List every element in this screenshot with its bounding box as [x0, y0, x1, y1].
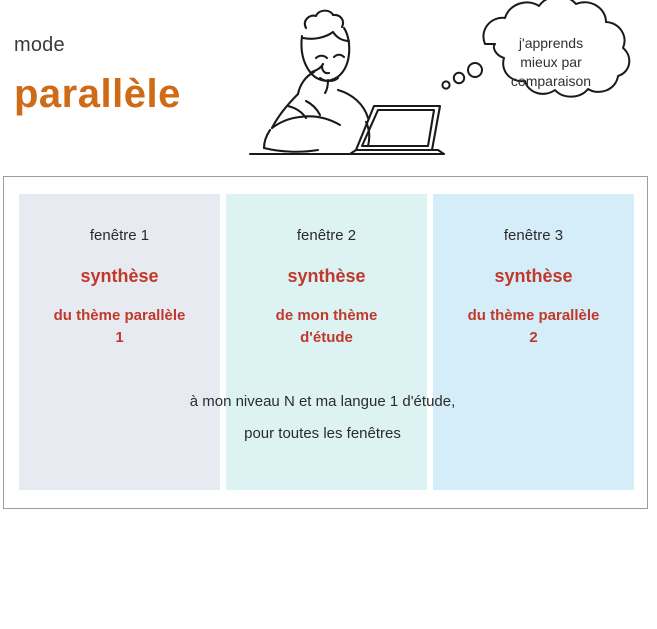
theme-line-3a: du thème parallèle: [467, 307, 600, 324]
person-at-laptop-icon: [210, 2, 450, 177]
window-label-2: fenêtre 2: [296, 227, 357, 244]
theme-line-2b: d'étude: [300, 329, 353, 346]
theme-text-1: [19, 305, 220, 349]
footer-line-1: à mon niveau N et ma langue 1 d'étude,: [189, 393, 456, 410]
theme-line-1b: 1: [115, 329, 124, 346]
thought-line-1: j'apprends: [518, 35, 584, 51]
theme-text-3: [433, 305, 634, 349]
synthesis-label-3: synthèse: [494, 266, 573, 286]
window-label-1: fenêtre 1: [89, 227, 150, 244]
page-title: parallèle: [14, 72, 181, 116]
window-label-3: fenêtre 3: [503, 227, 564, 244]
theme-line-1a: du thème parallèle: [53, 307, 186, 324]
synthesis-label-2: synthèse: [287, 266, 366, 286]
header-area: [0, 0, 657, 175]
windows-panel: [3, 176, 648, 509]
mode-label: mode: [14, 34, 65, 56]
theme-line-3b: 2: [529, 329, 538, 346]
footer-line-2: pour toutes les fenêtres: [244, 425, 401, 442]
thought-line-3: comparaison: [510, 73, 592, 89]
theme-line-2a: de mon thème: [275, 307, 378, 324]
panel-footer-text: [15, 386, 630, 450]
footer-band: [19, 549, 634, 629]
thought-bubble-text: [463, 34, 639, 91]
theme-text-2: [226, 305, 427, 349]
synthesis-label-1: synthèse: [80, 266, 159, 286]
thought-line-2: mieux par: [520, 54, 582, 70]
